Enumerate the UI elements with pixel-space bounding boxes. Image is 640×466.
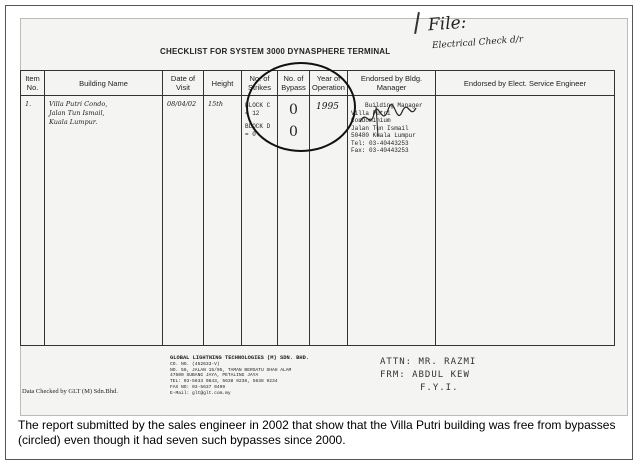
column-header: Year of Operation bbox=[310, 71, 348, 96]
strikes-value: BLOCK C = 12 BLOCK D = 0 bbox=[242, 96, 278, 346]
manager-signature bbox=[358, 100, 418, 140]
item-number: 1. bbox=[21, 96, 45, 346]
data-checked-label: Data Checked by GLT (M) Sdn.Bhd. bbox=[22, 388, 118, 395]
column-header: Endorsed by Elect. Service Engineer bbox=[436, 71, 615, 96]
column-header: No. of Strikes bbox=[242, 71, 278, 96]
engineer-endorsement bbox=[436, 96, 615, 346]
column-header: Item No. bbox=[21, 71, 45, 96]
column-header: Height bbox=[204, 71, 242, 96]
figure-caption: The report submitted by the sales engineer in 2002 that show that the Villa Putri building was free from bypasses (circled) even though it had seven such bypasses since 2000. bbox=[18, 418, 616, 447]
height-value: 15th bbox=[204, 96, 242, 346]
year-of-operation: 1995 bbox=[310, 96, 348, 346]
highlight-circle bbox=[246, 62, 356, 152]
date-of-visit: 08/04/02 bbox=[163, 96, 204, 346]
column-header: Building Name bbox=[45, 71, 163, 96]
handwritten-file-note: File: bbox=[427, 12, 468, 36]
column-header: Date of Visit bbox=[163, 71, 204, 96]
handwritten-reference: Electrical Check d/r bbox=[431, 34, 524, 52]
column-header: Endorsed by Bldg. Manager bbox=[348, 71, 436, 96]
company-stamp: GLOBAL LIGHTNING TECHNOLOGIES (M) SDN. BHD. CO. NO. (452633-V) NO. 56, JALAN 15/05, TAMAN BERSATU SHAH ALAM 47500 SUBANG JAYA, PETALING JAYA TEL: 03-5633 0843, 5638 9238, 5638 9234 FAX NO: 03-5637 0499 E-Mail: glt@glt.com.my bbox=[170, 355, 310, 396]
bypass-value: 0 0 bbox=[278, 96, 310, 346]
attention-note: ATTN: MR. RAZMI FRM: ABDUL KEW F.Y.I. bbox=[380, 357, 477, 393]
document-title: CHECKLIST FOR SYSTEM 3000 DYNASPHERE TERMINAL bbox=[160, 47, 391, 56]
column-header: No. of Bypass bbox=[278, 71, 310, 96]
building-name: Villa Putri Condo, Jalan Tun Ismail, Kuala Lumpur. bbox=[45, 96, 163, 346]
manager-endorsement: Building Manager Villa Putri Condominium Jalan Tun Ismail 50480 Kuala Lumpur Tel: 03-40443253 Fax: 03-40443253 bbox=[348, 96, 436, 346]
